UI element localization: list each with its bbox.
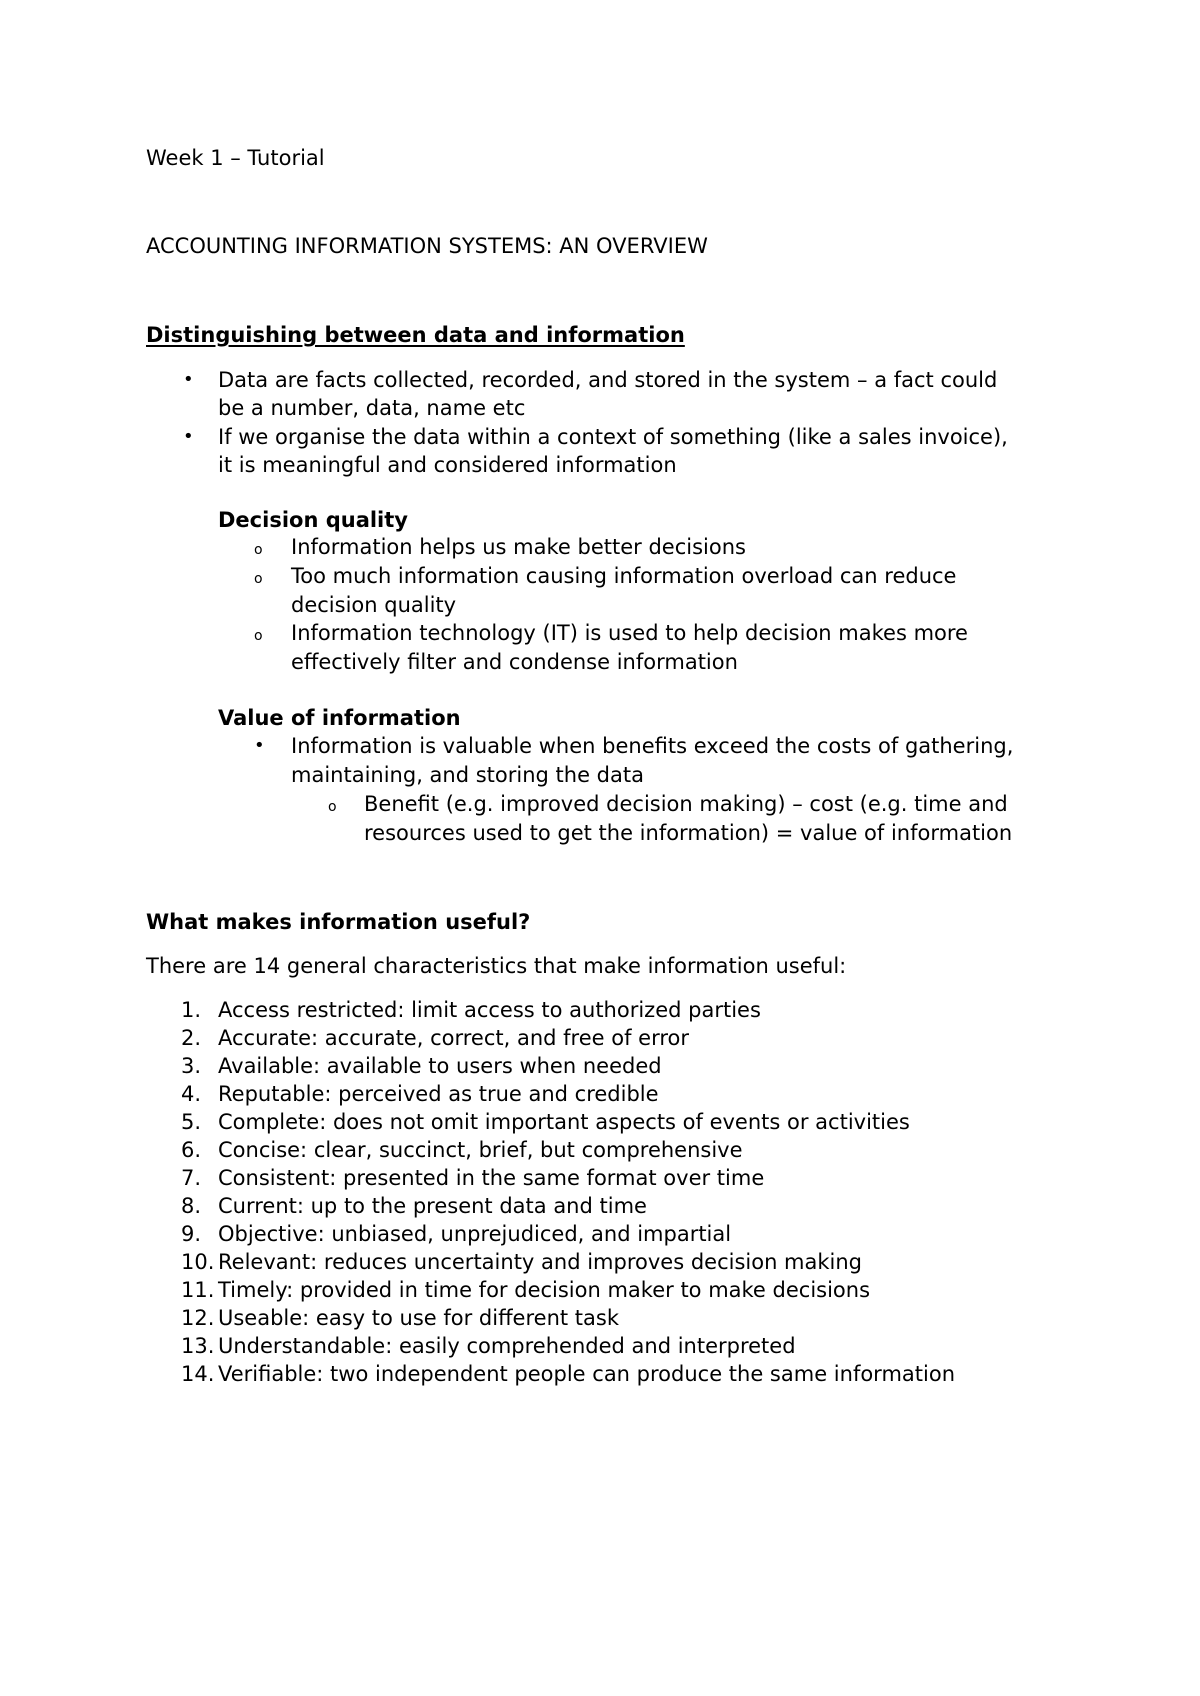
- list-item: Understandable: easily comprehended and interpreted: [218, 1334, 796, 1358]
- circle-bullet-icon: o: [254, 571, 263, 587]
- bullet-icon: •: [183, 369, 194, 390]
- bullet-text: it is meaningful and considered information: [218, 453, 677, 477]
- week-title: Week 1 – Tutorial: [146, 146, 325, 170]
- sub-bullet-text: Information helps us make better decisions: [291, 535, 746, 559]
- circle-bullet-icon: o: [328, 799, 337, 815]
- sub-bullet-text: effectively filter and condense information: [291, 650, 738, 674]
- list-item: Access restricted: limit access to authorized parties: [218, 998, 761, 1022]
- list-item: Verifiable: two independent people can produce the same information: [218, 1362, 955, 1386]
- list-item-number: 12.: [181, 1306, 215, 1330]
- list-item-number: 3.: [181, 1054, 202, 1078]
- bullet-text: Information is valuable when benefits exceed the costs of gathering,: [291, 734, 1014, 758]
- sub-bullet-text: Benefit (e.g. improved decision making) – cost (e.g. time and: [364, 792, 1008, 816]
- sub-bullet-text: resources used to get the information) = value of information: [364, 821, 1013, 845]
- list-item-number: 7.: [181, 1166, 202, 1190]
- section-heading-data-information: Distinguishing between data and information: [146, 323, 685, 347]
- bullet-icon: •: [183, 426, 194, 447]
- subheading-value-of-information: Value of information: [218, 706, 461, 730]
- bullet-text: If we organise the data within a context of something (like a sales invoice),: [218, 425, 1008, 449]
- section-heading-useful: What makes information useful?: [146, 910, 531, 934]
- list-item: Available: available to users when needed: [218, 1054, 662, 1078]
- subheading-decision-quality: Decision quality: [218, 508, 408, 532]
- list-item-number: 6.: [181, 1138, 202, 1162]
- bullet-text: be a number, data, name etc: [218, 396, 526, 420]
- list-item: Current: up to the present data and time: [218, 1194, 647, 1218]
- bullet-text: Data are facts collected, recorded, and stored in the system – a fact could: [218, 368, 998, 392]
- main-title: ACCOUNTING INFORMATION SYSTEMS: AN OVERVIEW: [146, 234, 708, 258]
- circle-bullet-icon: o: [254, 628, 263, 644]
- bullet-icon: •: [254, 735, 265, 756]
- list-item: Complete: does not omit important aspects of events or activities: [218, 1110, 910, 1134]
- list-item-number: 8.: [181, 1194, 202, 1218]
- list-item-number: 1.: [181, 998, 202, 1022]
- list-item: Reputable: perceived as true and credible: [218, 1082, 659, 1106]
- list-item-number: 2.: [181, 1026, 202, 1050]
- list-item-number: 14.: [181, 1362, 215, 1386]
- list-item-number: 4.: [181, 1082, 202, 1106]
- circle-bullet-icon: o: [254, 542, 263, 558]
- list-item: Consistent: presented in the same format over time: [218, 1166, 765, 1190]
- list-item-number: 5.: [181, 1110, 202, 1134]
- sub-bullet-text: Information technology (IT) is used to help decision makes more: [291, 621, 968, 645]
- list-item: Accurate: accurate, correct, and free of error: [218, 1026, 689, 1050]
- list-item: Useable: easy to use for different task: [218, 1306, 619, 1330]
- list-item: Timely: provided in time for decision maker to make decisions: [218, 1278, 871, 1302]
- list-item-number: 9.: [181, 1222, 202, 1246]
- sub-bullet-text: decision quality: [291, 593, 457, 617]
- list-item-number: 13.: [181, 1334, 215, 1358]
- bullet-text: maintaining, and storing the data: [291, 763, 644, 787]
- useful-intro: There are 14 general characteristics that make information useful:: [146, 954, 847, 978]
- sub-bullet-text: Too much information causing information overload can reduce: [291, 564, 957, 588]
- list-item: Relevant: reduces uncertainty and improves decision making: [218, 1250, 863, 1274]
- list-item: Objective: unbiased, unprejudiced, and impartial: [218, 1222, 732, 1246]
- list-item: Concise: clear, succinct, brief, but comprehensive: [218, 1138, 743, 1162]
- list-item-number: 10.: [181, 1250, 215, 1274]
- list-item-number: 11.: [181, 1278, 215, 1302]
